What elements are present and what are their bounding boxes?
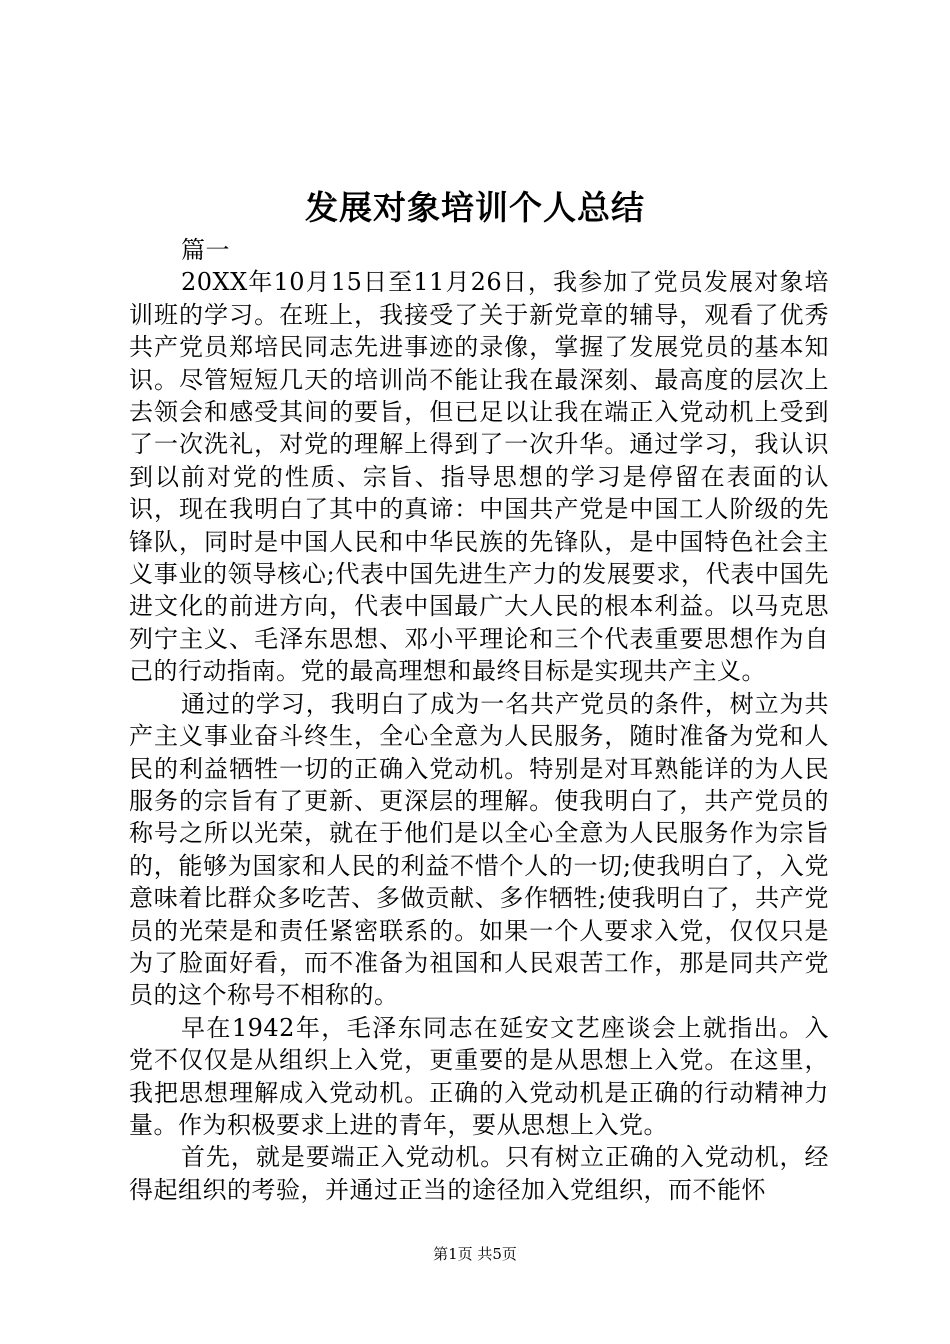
paragraph-4: 首先，就是要端正入党动机。只有树立正确的入党动机，经得起组织的考验，并通过正当的途径加入党组织，而不能怀 xyxy=(129,1143,829,1204)
paragraph-1: 20XX年10月15日至11月26日，我参加了党员发展对象培训班的学习。在班上，我接受了关于新党章的辅导，观看了优秀共产党员郑培民同志先进事迹的录像，掌握了发展党员的基本知识。尽管短短几天的培训尚不能让我在最深刻、最高度的层次上去领会和感受其间的要旨，但已足以让我在端正入党动机上受到了一次洗礼，对党的理解上得到了一次升华。通过学习，我认识到以前对党的性质、宗旨、指导思想的学习是停留在表面的认识，现在我明白了其中的真谛：中国共产党是中国工人阶级的先锋队，同时是中国人民和中华民族的先锋队，是中国特色社会主义事业的领导核心;代表中国先进生产力的发展要求，代表中国先进文化的前进方向，代表中国最广大人民的根本利益。以马克思列宁主义、毛泽东思想、邓小平理论和三个代表重要思想作为自己的行动指南。党的最高理想和最终目标是实现共产主义。 xyxy=(129,268,829,686)
page-number-footer: 第1页 共5页 xyxy=(433,1245,517,1263)
section-label: 篇一 xyxy=(181,236,230,264)
paragraph-3: 早在1942年，毛泽东同志在延安文艺座谈会上就指出。入党不仅仅是从组织上入党，更重要的是从思想上入党。在这里，我把思想理解成入党动机。正确的入党动机是正确的行动精神力量。作为积极要求上进的青年，要从思想上入党。 xyxy=(129,1013,829,1139)
paragraph-2: 通过的学习，我明白了成为一名共产党员的条件，树立为共产主义事业奋斗终生，全心全意为人民服务，随时准备为党和人民的利益牺牲一切的正确入党动机。特别是对耳熟能详的为人民服务的宗旨有了更新、更深层的理解。使我明白了，共产党员的称号之所以光荣，就在于他们是以全心全意为人民服务作为宗旨的，能够为国家和人民的利益不惜个人的一切;使我明白了，入党意味着比群众多吃苦、多做贡献、多作牺牲;使我明白了，共产党员的光荣是和责任紧密联系的。如果一个人要求入党，仅仅只是为了脸面好看，而不准备为祖国和人民艰苦工作，那是同共产党员的这个称号不相称的。 xyxy=(129,689,829,1010)
document-title: 发展对象培训个人总结 xyxy=(305,188,645,227)
document-body xyxy=(129,234,829,1206)
